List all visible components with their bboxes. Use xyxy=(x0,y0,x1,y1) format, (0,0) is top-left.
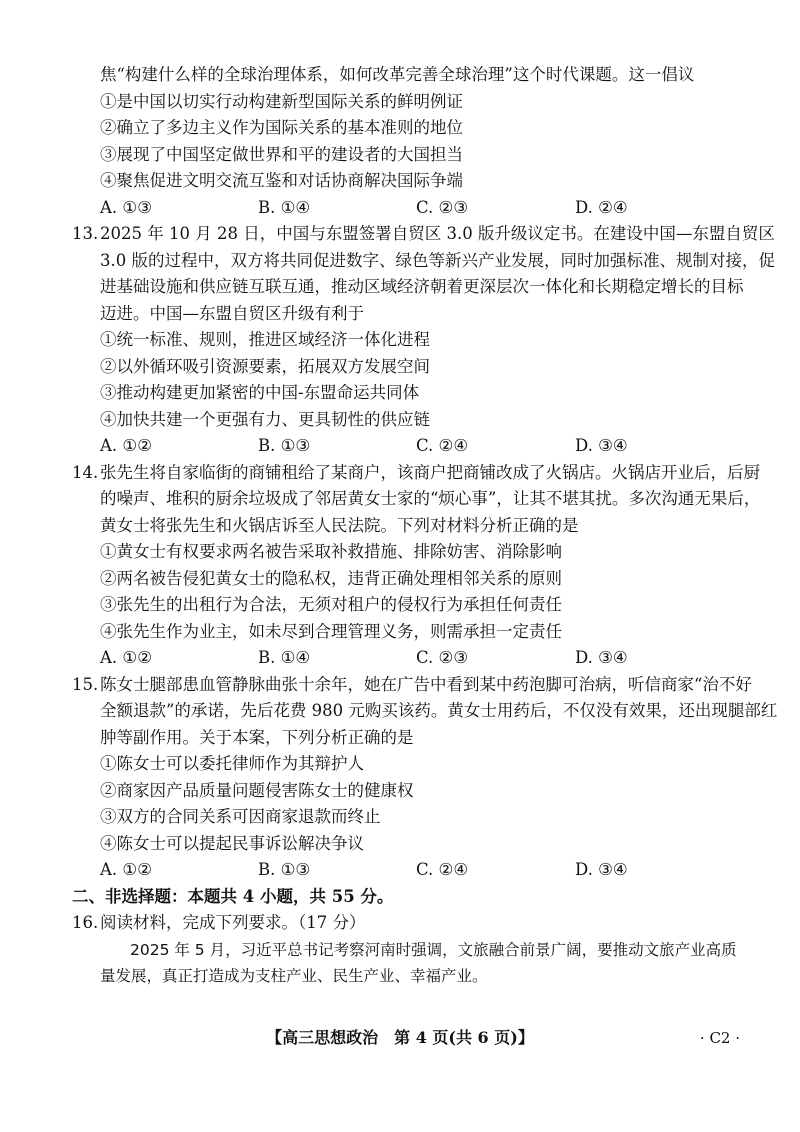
q14-option-1: ①黄女士有权要求两名被告采取补救措施、排除妨害、消除影响 xyxy=(100,542,562,561)
q12-stem: 焦“构建什么样的全球治理体系，如何改革完善全球治理”这个时代课题。这一倡议 xyxy=(100,65,695,84)
q12-option-4: ④聚焦促进文明交流互鉴和对话协商解决国际争端 xyxy=(100,171,463,190)
q12-option-2: ②确立了多边主义作为国际关系的基本准则的地位 xyxy=(100,118,463,137)
q12-choice-d: D. ②④ xyxy=(575,197,628,217)
q15-option-1: ①陈女士可以委托律师作为其辩护人 xyxy=(100,754,364,773)
q12-option-1: ①是中国以切实行动构建新型国际关系的鲜明例证 xyxy=(100,91,463,111)
q15-option-3: ③双方的合同关系可因商家退款而终止 xyxy=(100,807,381,826)
section-heading: 二、非选择题：本题共 4 小题，共 55 分。 xyxy=(72,886,394,906)
q13-stem-line-2: 3.0 版的过程中，双方将共同促进数字、绿色等新兴产业发展，同时加强标准、规制对接，促 xyxy=(100,250,775,270)
q16-stem-line xyxy=(72,910,730,937)
page-content xyxy=(72,62,778,990)
q15-option-2: ②商家因产品质量问题侵害陈女士的健康权 xyxy=(100,780,414,800)
q13-option-4: ④加快共建一个更强有力、更具韧性的供应链 xyxy=(100,409,430,429)
q13-choice-b: B. ①③ xyxy=(258,436,311,455)
q14-option-4: ④张先生作为业主，如未尽到合理管理义务，则需承担一定责任 xyxy=(100,621,562,641)
q14-choices xyxy=(100,645,730,672)
q13-option-1: ①统一标准、规则，推进区域经济一体化进程 xyxy=(100,330,430,349)
q14-choice-c: C. ②③ xyxy=(416,648,469,667)
q14-stem-line-2: 的噪声、堆积的厨余垃圾成了邻居黄女士家的“烦心事”，让其不堪其扰。多次沟通无果后， xyxy=(100,489,761,508)
q15-stem-line-2: 全额退款”的承诺，先后花费 980 元购买该药。黄女士用药后，不仅没有效果，还出现腿部红 xyxy=(100,701,778,720)
q14-choice-b: B. ①④ xyxy=(258,648,311,667)
q14-stem-line-1 xyxy=(72,460,760,487)
q14-choice-d: D. ③④ xyxy=(575,648,628,667)
q14-option-3: ③张先生的出租行为合法，无须对租户的侵权行为承担任何责任 xyxy=(100,595,562,614)
q13-number: 13. xyxy=(72,224,99,243)
q15-stem-text-1: 陈女士腿部患血管静脉曲张十余年，她在广告中看到某中药泡脚可治病，听信商家“治不好 xyxy=(100,674,752,694)
q15-choice-c: C. ②④ xyxy=(416,860,469,879)
q13-choices xyxy=(100,433,730,460)
page-footer: 【高三思想政治 第 4 页(共 6 页)】 xyxy=(266,1028,534,1047)
q13-stem-line-3: 进基础设施和供应链互联互通，推动区域经济朝着更深层次一体化和长期稳定增长的目标 xyxy=(100,277,744,296)
q16-reading-line-2: 量发展，真正打造成为支柱产业、民生产业、幸福产业。 xyxy=(100,967,488,985)
q13-stem-line-4: 迈进。中国—东盟自贸区升级有利于 xyxy=(100,303,364,323)
q15-stem-line-3: 肿等副作用。关于本案，下列分析正确的是 xyxy=(100,727,414,747)
q13-stem-line-1 xyxy=(72,221,775,248)
q14-option-2: ②两名被告侵犯黄女士的隐私权，违背正确处理相邻关系的原则 xyxy=(100,568,562,588)
q15-choices xyxy=(100,857,730,884)
q15-stem-line-1 xyxy=(72,672,752,699)
q15-number: 15. xyxy=(72,674,99,694)
q13-stem-text-1: 2025 年 10 月 28 日，中国与东盟签署自贸区 3.0 版升级议定书。在建设中国—东盟自贸区 xyxy=(100,224,775,243)
q13-option-3: ③推动构建更加紧密的中国-东盟命运共同体 xyxy=(100,383,420,402)
q14-stem-line-3: 黄女士将张先生和火锅店诉至人民法院。下列对材料分析正确的是 xyxy=(100,515,579,535)
q14-number: 14. xyxy=(72,462,99,482)
q16-number: 16. xyxy=(72,913,99,932)
q12-choice-a: A. ①③ xyxy=(100,197,152,217)
q13-choice-c: C. ②④ xyxy=(416,436,469,455)
q12-choice-b: B. ①④ xyxy=(258,197,311,217)
q16-reading-line-1: 2025 年 5 月，习近平总书记考察河南时强调，文旅融合前景广阔，要推动文旅产业高质 xyxy=(130,940,737,959)
q12-option-3: ③展现了中国坚定做世界和平的建设者的大国担当 xyxy=(100,144,463,164)
q13-choice-d: D. ③④ xyxy=(575,436,628,455)
q15-choice-d: D. ③④ xyxy=(575,860,628,879)
q15-option-4: ④陈女士可以提起民事诉讼解决争议 xyxy=(100,833,364,853)
q15-choice-a: A. ①② xyxy=(100,860,152,879)
q14-choice-a: A. ①② xyxy=(100,648,152,667)
paper-code: · C2 · xyxy=(699,1029,740,1047)
q12-choices xyxy=(100,195,730,222)
q13-option-2: ②以外循环吸引资源要素，拓展双方发展空间 xyxy=(100,356,430,376)
q12-choice-c: C. ②③ xyxy=(416,197,469,217)
q14-stem-text-1: 张先生将自家临街的商铺租给了某商户，该商户把商铺改成了火锅店。火锅店开业后，后厨 xyxy=(100,462,760,482)
q16-stem-text: 阅读材料，完成下列要求。（17 分） xyxy=(100,913,366,932)
q13-choice-a: A. ①② xyxy=(100,436,152,455)
q15-choice-b: B. ①③ xyxy=(258,860,311,879)
